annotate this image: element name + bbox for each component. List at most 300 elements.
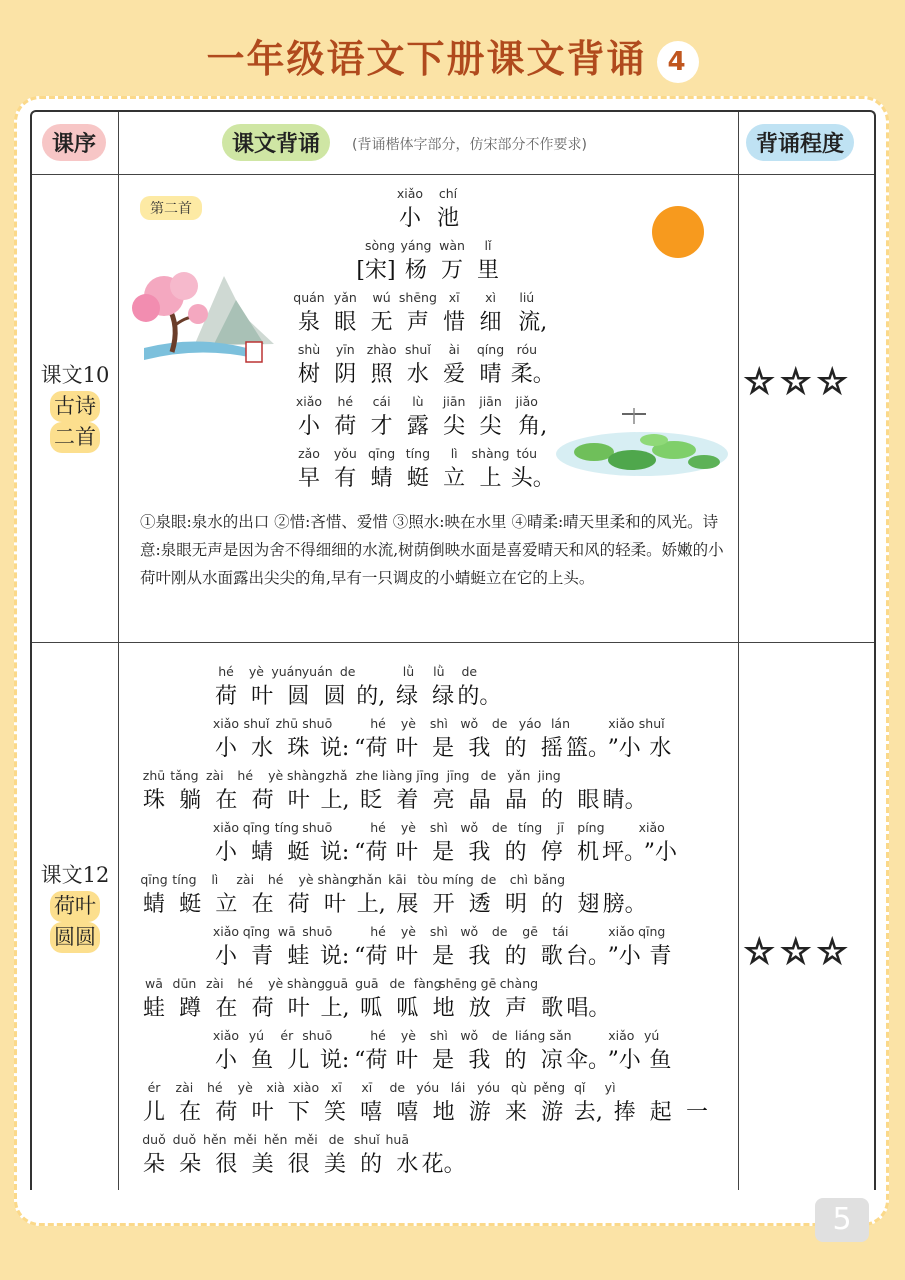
pinyin: fàng bbox=[413, 976, 442, 991]
poem-line bbox=[0, 394, 905, 446]
hanzi: 下 bbox=[287, 1100, 310, 1125]
pinyin: de bbox=[480, 872, 497, 887]
pinyin: kāi bbox=[388, 872, 407, 887]
hanzi: 伞。 bbox=[565, 1048, 611, 1073]
pinyin: qǐ bbox=[573, 1080, 586, 1095]
hanzi: 蜓 bbox=[287, 840, 310, 865]
pinyin: zài bbox=[205, 768, 224, 783]
pinyin: yè bbox=[268, 976, 284, 991]
hanzi: 叶 bbox=[251, 684, 274, 709]
hanzi: 翅 bbox=[577, 892, 600, 917]
page-title bbox=[0, 28, 905, 83]
hanzi: 杨 bbox=[404, 258, 428, 283]
hanzi: 绿 bbox=[395, 684, 419, 709]
hanzi: 叶 bbox=[323, 892, 347, 917]
pinyin: xiǎo bbox=[212, 820, 240, 835]
pinyin: yú bbox=[644, 1028, 660, 1043]
hanzi: 眨 bbox=[360, 788, 383, 813]
hanzi: 是 bbox=[432, 840, 455, 865]
hanzi: 来 bbox=[504, 1100, 528, 1125]
hanzi: 唱。 bbox=[566, 996, 611, 1021]
hanzi: 朵 bbox=[179, 1152, 202, 1177]
pinyin: wàn bbox=[439, 238, 465, 253]
pinyin: jiǎo bbox=[515, 394, 538, 409]
hanzi: 水 bbox=[251, 736, 274, 761]
pinyin: yè bbox=[400, 716, 416, 731]
pinyin: de bbox=[491, 716, 508, 731]
hanzi: 声 bbox=[406, 310, 429, 335]
hanzi: 小 bbox=[214, 1048, 238, 1073]
hanzi: 朵 bbox=[142, 1152, 166, 1177]
hanzi: 亮 bbox=[432, 788, 455, 813]
hanzi: 起 bbox=[649, 1100, 672, 1125]
hanzi: ”小 bbox=[607, 736, 641, 761]
hanzi: 池 bbox=[436, 206, 460, 231]
hanzi: 的 bbox=[504, 840, 527, 865]
hanzi: 流, bbox=[518, 310, 548, 335]
lesson-name: 荷叶 bbox=[50, 891, 100, 922]
pinyin: shuǐ bbox=[353, 1132, 380, 1147]
pinyin: yì bbox=[604, 1080, 616, 1095]
pinyin: sǎn bbox=[549, 1028, 572, 1043]
pinyin: hěn bbox=[203, 1132, 227, 1147]
pinyin: zǎo bbox=[298, 446, 320, 461]
title-badge: 4 bbox=[657, 41, 699, 83]
pinyin: bǎng bbox=[533, 872, 566, 887]
pinyin: jī bbox=[557, 820, 564, 835]
pinyin: shēng bbox=[439, 976, 478, 991]
hanzi: 晶 bbox=[468, 788, 491, 813]
star-icon[interactable]: ☆☆☆ bbox=[744, 932, 854, 972]
pinyin: huā bbox=[385, 1132, 410, 1147]
pinyin: sòng bbox=[364, 238, 396, 253]
pinyin: de bbox=[480, 768, 497, 783]
pinyin: cái bbox=[372, 394, 391, 409]
hanzi: 是 bbox=[432, 944, 455, 969]
hanzi: 有 bbox=[334, 466, 357, 491]
hanzi: 晶 bbox=[504, 788, 528, 813]
hanzi: 蛙 bbox=[142, 996, 166, 1021]
text-line bbox=[0, 716, 905, 768]
pinyin: yè bbox=[237, 1080, 253, 1095]
pinyin: de bbox=[491, 1028, 508, 1043]
pinyin: zhǎ bbox=[325, 768, 348, 783]
pinyin: wǒ bbox=[460, 716, 479, 731]
hanzi: ”小 bbox=[607, 1048, 641, 1073]
pinyin: liáng bbox=[514, 1028, 546, 1043]
hanzi: 歌 bbox=[541, 996, 564, 1021]
pinyin: ér bbox=[280, 1028, 294, 1043]
text-line bbox=[0, 768, 905, 820]
header-note: (背诵楷体字部分，仿宋部分不作要求) bbox=[352, 137, 587, 153]
pinyin: hé bbox=[267, 872, 284, 887]
pinyin: lái bbox=[450, 1080, 466, 1095]
hanzi: 晴 bbox=[479, 362, 502, 387]
hanzi: 立 bbox=[215, 892, 238, 917]
pinyin: shì bbox=[429, 716, 448, 731]
hanzi: 绿 bbox=[432, 684, 455, 709]
hanzi: 很 bbox=[215, 1152, 238, 1177]
pinyin: hé bbox=[370, 1028, 386, 1043]
hanzi: 眼 bbox=[577, 788, 600, 813]
pinyin: de bbox=[491, 924, 508, 939]
hanzi: 花。 bbox=[421, 1152, 466, 1177]
pinyin: míng bbox=[442, 872, 474, 887]
hanzi: 蜻 bbox=[370, 466, 393, 491]
hanzi: 儿 bbox=[287, 1048, 310, 1073]
pinyin: zài bbox=[175, 1080, 194, 1095]
pinyin: jiān bbox=[479, 394, 502, 409]
hanzi: 万 bbox=[440, 258, 464, 283]
pinyin: liú bbox=[519, 290, 535, 305]
pinyin: tǎng bbox=[170, 768, 199, 783]
hanzi: 美 bbox=[251, 1152, 274, 1177]
pinyin: de bbox=[328, 1132, 345, 1147]
hanzi: 放 bbox=[468, 996, 491, 1021]
pinyin: shì bbox=[429, 1028, 448, 1043]
hanzi: 我 bbox=[468, 736, 491, 761]
hanzi: 是 bbox=[432, 1048, 455, 1073]
hanzi: 上, bbox=[320, 996, 350, 1021]
pinyin: shēng bbox=[398, 290, 437, 305]
pinyin: pěng bbox=[533, 1080, 566, 1095]
hanzi: 的 bbox=[504, 944, 527, 969]
page-number: 5 bbox=[815, 1198, 869, 1242]
hanzi: 说: bbox=[319, 736, 350, 761]
poem-line bbox=[0, 446, 905, 498]
hanzi: 蹲 bbox=[179, 996, 202, 1021]
hanzi: 的 bbox=[360, 1152, 383, 1177]
hanzi: 在 bbox=[179, 1100, 202, 1125]
hanzi: 照 bbox=[370, 362, 393, 387]
hanzi: 小 bbox=[214, 944, 238, 969]
pinyin: qīng bbox=[242, 820, 271, 835]
hanzi: 一 bbox=[685, 1100, 709, 1125]
pinyin: shàng bbox=[317, 872, 356, 887]
hanzi: 立 bbox=[443, 466, 466, 491]
pinyin: ài bbox=[448, 342, 460, 357]
hanzi: 头。 bbox=[510, 466, 555, 491]
pinyin: xiǎo bbox=[608, 1028, 635, 1043]
pinyin: yīn bbox=[335, 342, 355, 357]
pinyin: qīng bbox=[367, 446, 396, 461]
pinyin: xī bbox=[448, 290, 460, 305]
hanzi: 鱼 bbox=[251, 1048, 274, 1073]
pinyin: xì bbox=[485, 290, 496, 305]
pinyin: chí bbox=[438, 186, 458, 201]
hanzi: 在 bbox=[215, 996, 238, 1021]
hanzi: 篮。 bbox=[565, 736, 611, 761]
pinyin: liàng bbox=[382, 768, 413, 783]
hanzi: 的, bbox=[356, 684, 386, 709]
hanzi: 小 bbox=[214, 736, 238, 761]
pinyin: yóu bbox=[416, 1080, 440, 1095]
pinyin: chàng bbox=[499, 976, 539, 991]
pinyin: gē bbox=[480, 976, 497, 991]
pinyin: tái bbox=[552, 924, 569, 939]
pinyin: yǎn bbox=[507, 768, 531, 783]
hanzi: 的 bbox=[504, 736, 527, 761]
pinyin: zhe bbox=[355, 768, 378, 783]
hanzi: 嘻 bbox=[396, 1100, 419, 1125]
pinyin: jiān bbox=[442, 394, 466, 409]
hanzi: 荷 bbox=[334, 414, 357, 439]
pinyin: lǜ bbox=[402, 664, 415, 679]
pinyin: xiǎo bbox=[212, 1028, 240, 1043]
hanzi: “荷 bbox=[354, 1048, 388, 1073]
pinyin: yè bbox=[298, 872, 314, 887]
pinyin: lǜ bbox=[433, 664, 445, 679]
hanzi: 青 bbox=[649, 944, 672, 969]
pinyin: zài bbox=[205, 976, 224, 991]
text-line bbox=[0, 976, 905, 1028]
pinyin: lì bbox=[211, 872, 219, 887]
hanzi: 的 bbox=[541, 892, 564, 917]
pinyin: de bbox=[461, 664, 478, 679]
hanzi: 小 bbox=[398, 206, 422, 231]
text-line bbox=[0, 664, 905, 716]
pinyin: shàng bbox=[287, 768, 326, 783]
pinyin: hé bbox=[237, 976, 254, 991]
hanzi: 叶 bbox=[251, 1100, 274, 1125]
hanzi: 圆 bbox=[323, 684, 346, 709]
pinyin: wǒ bbox=[460, 820, 479, 835]
pinyin: lǐ bbox=[484, 238, 492, 253]
pinyin: jīng bbox=[416, 768, 440, 783]
hanzi: 珠 bbox=[287, 736, 310, 761]
hanzi: 才 bbox=[370, 414, 393, 439]
text-line bbox=[0, 924, 905, 976]
pinyin: tíng bbox=[172, 872, 197, 887]
header-text-recitation: 课文背诵 bbox=[222, 124, 330, 161]
hanzi: 地 bbox=[432, 1100, 455, 1125]
pinyin: tíng bbox=[405, 446, 431, 461]
pinyin: xiǎo bbox=[212, 924, 240, 939]
lesson-number: 课文10 bbox=[40, 363, 110, 387]
hanzi: 蛙 bbox=[287, 944, 310, 969]
star-icon[interactable]: ☆☆☆ bbox=[744, 362, 854, 402]
pinyin: shuǐ bbox=[404, 342, 431, 357]
hanzi: 停 bbox=[540, 840, 563, 865]
hanzi: 蜻 bbox=[142, 892, 166, 917]
pinyin: xiào bbox=[292, 1080, 320, 1095]
hanzi: 说: bbox=[319, 1048, 350, 1073]
pinyin: xī bbox=[331, 1080, 342, 1095]
lesson-number: 课文12 bbox=[40, 863, 110, 887]
pinyin: xiǎo bbox=[638, 820, 665, 835]
hanzi: 水 bbox=[649, 736, 672, 761]
hanzi: 尖 bbox=[479, 414, 502, 439]
hanzi: 的。 bbox=[457, 684, 502, 709]
pinyin: qíng bbox=[476, 342, 505, 357]
hanzi: 叶 bbox=[287, 996, 310, 1021]
hanzi: 里 bbox=[476, 258, 500, 283]
pinyin: zhǎn bbox=[351, 872, 382, 887]
pinyin: hé bbox=[218, 664, 234, 679]
hanzi: 透 bbox=[468, 892, 491, 917]
hanzi: 叶 bbox=[395, 1048, 419, 1073]
hanzi: 摇 bbox=[540, 736, 563, 761]
pinyin: lì bbox=[450, 446, 458, 461]
lesson-name: 二首 bbox=[50, 422, 100, 453]
hanzi: 露 bbox=[406, 414, 429, 439]
pinyin: yú bbox=[248, 1028, 265, 1043]
hanzi: 叶 bbox=[395, 736, 419, 761]
hanzi: 蜓 bbox=[179, 892, 202, 917]
pinyin: shàng bbox=[471, 446, 510, 461]
hanzi: 说: bbox=[319, 840, 350, 865]
pinyin: xiǎo bbox=[608, 716, 635, 731]
hanzi: 地 bbox=[432, 996, 455, 1021]
hanzi: 荷 bbox=[214, 684, 238, 709]
pinyin: yè bbox=[400, 820, 416, 835]
poem-notes: ①泉眼:泉水的出口 ②惜:吝惜、爱惜 ③照水:映在水里 ④晴柔:晴天里柔和的风光。诗意:泉眼无声是因为舍不得细细的水流,树荫倒映水面是喜爱晴天和风的轻柔。娇嫩的小荷叶刚从水面露出尖尖的角,早有一只调皮的小蜻蜓立在它的上头。 bbox=[140, 513, 724, 587]
hanzi: 小 bbox=[214, 840, 238, 865]
poem-line bbox=[0, 290, 905, 342]
hanzi: 水 bbox=[396, 1152, 419, 1177]
hanzi: 鱼 bbox=[649, 1048, 672, 1073]
poem-tag: 第二首 bbox=[140, 196, 202, 220]
pinyin: zhào bbox=[366, 342, 397, 357]
hanzi: 上 bbox=[479, 466, 502, 491]
pinyin: shuō bbox=[302, 924, 333, 939]
pinyin: yóu bbox=[477, 1080, 500, 1095]
hanzi: 叶 bbox=[287, 788, 310, 813]
pinyin: jīng bbox=[446, 768, 470, 783]
pinyin: lán bbox=[550, 716, 571, 731]
hanzi: 我 bbox=[468, 1048, 491, 1073]
table-divider bbox=[32, 174, 874, 175]
pinyin: shàng bbox=[287, 976, 326, 991]
pinyin: de bbox=[389, 1080, 406, 1095]
pinyin: hé bbox=[207, 1080, 223, 1095]
hanzi: 青 bbox=[251, 944, 274, 969]
hanzi: 上, bbox=[356, 892, 386, 917]
hanzi: 嘻 bbox=[360, 1100, 383, 1125]
hanzi: 叶 bbox=[395, 840, 419, 865]
pinyin: tóu bbox=[516, 446, 538, 461]
hanzi: 树 bbox=[297, 362, 321, 387]
pinyin: shì bbox=[429, 924, 448, 939]
text-line bbox=[0, 1028, 905, 1080]
hanzi: ”小 bbox=[643, 840, 678, 865]
pinyin: xià bbox=[266, 1080, 285, 1095]
pinyin: yǒu bbox=[333, 446, 357, 461]
pinyin: de bbox=[339, 664, 356, 679]
pinyin: shì bbox=[429, 820, 448, 835]
hanzi: 笑 bbox=[323, 1100, 347, 1125]
pinyin: yè bbox=[248, 664, 264, 679]
hanzi: 声 bbox=[504, 996, 528, 1021]
hanzi: 开 bbox=[432, 892, 455, 917]
hanzi: 躺 bbox=[179, 788, 202, 813]
hanzi: 美 bbox=[323, 1152, 347, 1177]
hanzi: 膀。 bbox=[602, 892, 647, 917]
pinyin: ér bbox=[147, 1080, 161, 1095]
pinyin: zhū bbox=[142, 768, 166, 783]
hanzi: 叶 bbox=[395, 944, 419, 969]
hanzi: 凉 bbox=[540, 1048, 563, 1073]
pinyin: hé bbox=[370, 716, 386, 731]
pinyin: hé bbox=[237, 768, 254, 783]
table-divider bbox=[32, 642, 874, 643]
pinyin: qīng bbox=[638, 924, 666, 939]
hanzi: 在 bbox=[215, 788, 238, 813]
hanzi: 荷 bbox=[251, 788, 274, 813]
pinyin: guā bbox=[355, 976, 379, 991]
pinyin: tíng bbox=[274, 820, 299, 835]
hanzi: 去, bbox=[573, 1100, 603, 1125]
hanzi: 在 bbox=[251, 892, 274, 917]
pinyin: jing bbox=[537, 768, 561, 783]
hanzi: 荷 bbox=[215, 1100, 238, 1125]
pinyin: duǒ bbox=[142, 1132, 166, 1147]
hanzi: 珠 bbox=[142, 788, 166, 813]
pinyin: gē bbox=[522, 924, 538, 939]
pinyin: yè bbox=[400, 924, 416, 939]
pinyin: zài bbox=[236, 872, 255, 887]
hanzi: 无 bbox=[370, 310, 393, 335]
hanzi: 明 bbox=[504, 892, 528, 917]
pinyin: dūn bbox=[172, 976, 197, 991]
hanzi: 我 bbox=[468, 840, 491, 865]
poem-title-line bbox=[0, 186, 905, 238]
pinyin: shuō bbox=[302, 716, 333, 731]
pinyin: wǒ bbox=[460, 924, 479, 939]
poem-line bbox=[0, 342, 905, 394]
text-heyeyuanyuan bbox=[0, 664, 905, 1184]
hanzi: 细 bbox=[479, 310, 502, 335]
hanzi: 歌 bbox=[540, 944, 563, 969]
hanzi: 尖 bbox=[443, 414, 466, 439]
pinyin: de bbox=[491, 820, 508, 835]
hanzi: 蜓 bbox=[406, 466, 429, 491]
pinyin: yáng bbox=[400, 238, 432, 253]
hanzi: 睛。 bbox=[602, 788, 647, 813]
pinyin: chì bbox=[509, 872, 529, 887]
hanzi: 展 bbox=[396, 892, 419, 917]
pinyin: hé bbox=[370, 820, 386, 835]
hanzi: 荷 bbox=[287, 892, 310, 917]
hanzi: 游 bbox=[541, 1100, 564, 1125]
page-title-text: 一年级语文下册课文背诵 bbox=[206, 37, 647, 81]
hanzi: 坪。 bbox=[602, 840, 647, 865]
hanzi: 的 bbox=[504, 1048, 527, 1073]
pinyin: qīng bbox=[242, 924, 271, 939]
hanzi: 阴 bbox=[334, 362, 357, 387]
pinyin: xiǎo bbox=[396, 186, 424, 201]
hanzi: 呱 bbox=[396, 996, 419, 1021]
text-line bbox=[0, 872, 905, 924]
pinyin: wǒ bbox=[460, 1028, 479, 1043]
pinyin: wā bbox=[145, 976, 163, 991]
hanzi: 儿 bbox=[142, 1100, 166, 1125]
text-line bbox=[0, 1132, 905, 1184]
header-recitation-level: 背诵程度 bbox=[746, 124, 854, 161]
pinyin: shù bbox=[297, 342, 321, 357]
poem-author-line bbox=[0, 238, 905, 290]
hanzi: “荷 bbox=[354, 736, 388, 761]
hanzi: 说: bbox=[319, 944, 350, 969]
hanzi: 水 bbox=[406, 362, 429, 387]
pinyin: xiǎo bbox=[295, 394, 323, 409]
hanzi: 眼 bbox=[334, 310, 357, 335]
pinyin: shuō bbox=[302, 1028, 333, 1043]
pinyin: měi bbox=[294, 1132, 318, 1147]
hanzi: 惜 bbox=[443, 310, 466, 335]
hanzi: [宋] bbox=[356, 258, 396, 283]
lesson-name: 圆圆 bbox=[50, 922, 100, 953]
